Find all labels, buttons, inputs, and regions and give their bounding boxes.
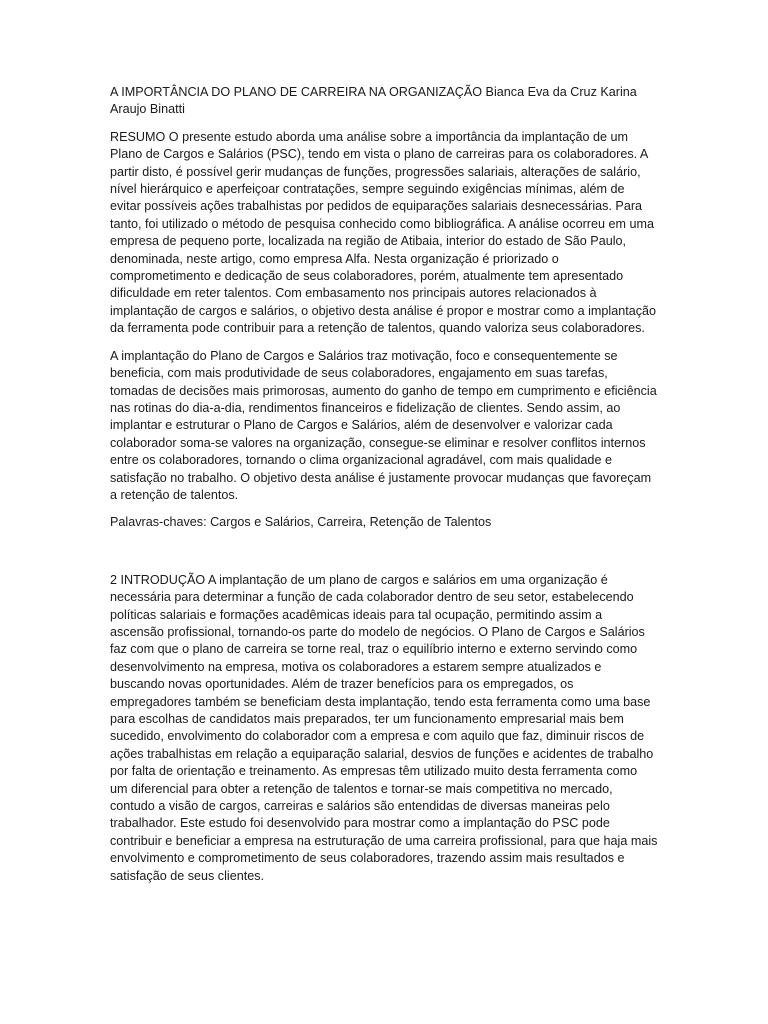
document-title: A IMPORTÂNCIA DO PLANO DE CARREIRA NA ORGANIZAÇÃO Bianca Eva da Cruz Karina Araujo Binatti (110, 85, 637, 117)
body-paragraph: A implantação do Plano de Cargos e Salários traz motivação, foco e consequentemente se beneficia, com mais produtividade de seus colaboradores, engajamento em suas tarefas, tomadas de decisões mais primorosas, aumento do ganho de tempo em cumprimento e eficiência nas rotinas do dia-a-dia, rendimentos financeiros e fidelização de clientes. Sendo assim, ao implantar e estruturar o Plano de Cargos e Salários, além de desenvolver e valorizar cada colaborador soma-se valores na organização, consegue-se eliminar e resolver conflitos internos entre os colaboradores, tornando o clima organizacional agradável, com mais qualidade e satisfação no trabalho. O objetivo desta análise é justamente provocar mudanças que favoreçam a retenção de talentos. (110, 348, 657, 502)
document-page (110, 84, 658, 895)
introduction-paragraph: 2 INTRODUÇÃO A implantação de um plano de cargos e salários em uma organização é necessária para determinar a função de cada colaborador dentro de seu setor, estabelecendo políticas salariais e formações acadêmicas ideais para tal ocupação, permitindo assim a ascensão profissional, tornando-os parte do modelo de negócios. O Plano de Cargos e Salários faz com que o plano de carreira se torne real, traz o equilíbrio interno e externo servindo como desenvolvimento na empresa, motiva os colaboradores a estarem sempre atualizados e buscando novas oportunidades. Além de trazer benefícios para os empregados, os empregadores também se beneficiam desta implantação, tendo esta ferramenta como uma base para escolhas de candidatos mais preparados, ter um funcionamento empresarial mais bem sucedido, envolvimento do colaborador com a empresa e com aquilo que faz, diminuir riscos de ações trabalhistas em relação a equiparação salarial, desvios de funções e acidentes de trabalho por falta de orientação e treinamento. As empresas têm utilizado muito desta ferramenta como um diferencial para obter a retenção de talentos e tornar-se mais competitiva no mercado, contudo a visão de cargos, carreiras e salários são entendidas de diversas maneiras pelo trabalhador. Este estudo foi desenvolvido para mostrar como a implantação do PSC pode contribuir e beneficiar a empresa na estruturação de uma carreira profissional, para que haja mais envolvimento e comprometimento de seus colaboradores, trazendo assim mais resultados e satisfação de seus clientes. (110, 572, 658, 883)
abstract-paragraph: RESUMO O presente estudo aborda uma análise sobre a importância da implantação de um Plano de Cargos e Salários (PSC), tendo em vista o plano de carreiras para os colaboradores. A partir disto, é possível gerir mudanças de funções, progressões salariais, alterações de salário, nível hierárquico e aperfeiçoar contratações, sempre seguindo exigências mínimas, além de evitar possíveis ações trabalhistas por pedidos de equiparações salariais desnecessárias. Para tanto, foi utilizado o método de pesquisa conhecido como bibliográfica. A análise ocorreu em uma empresa de pequeno porte, localizada na região de Atibaia, interior do estado de São Paulo, denominada, neste artigo, como empresa Alfa. Nesta organização é priorizado o comprometimento e dedicação de seus colaboradores, porém, atualmente tem apresentado dificuldade em reter talentos. Com embasamento nos principais autores relacionados à implantação de cargos e salários, o objetivo desta análise é propor e mostrar como a implantação da ferramenta pode contribuir para a retenção de talentos, quando valoriza seus colaboradores. (110, 129, 657, 336)
keywords-line: Palavras-chaves: Cargos e Salários, Carreira, Retenção de Talentos (110, 515, 492, 530)
